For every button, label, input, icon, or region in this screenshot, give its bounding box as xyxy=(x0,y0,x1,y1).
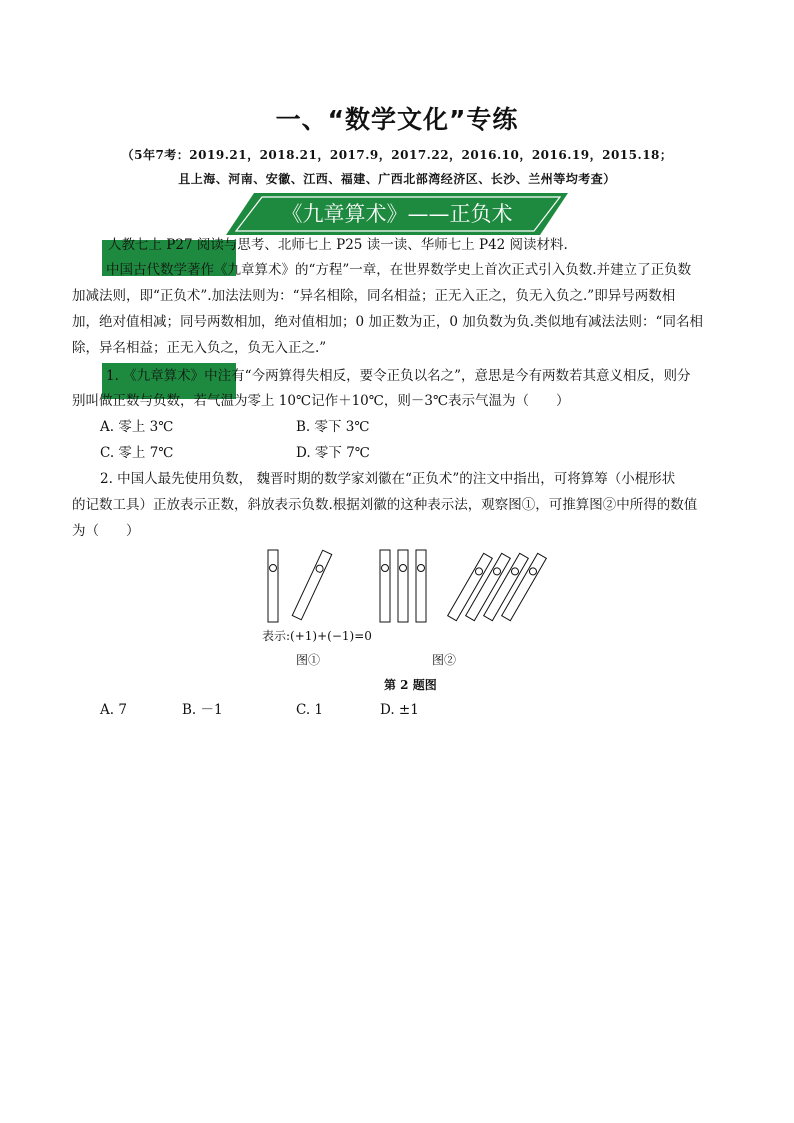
upright-rod xyxy=(268,550,278,622)
question1-line: 别叫做正数与负数，若气温为零上 10℃记作＋10℃，则－3℃表示气温为（ ） xyxy=(72,393,570,409)
upright-rod xyxy=(416,550,426,622)
q2-option-b: B. －1 xyxy=(182,702,223,718)
q1-option-b: B. 零下 3℃ xyxy=(296,419,370,435)
intro-line: 加减法则，即“正负术”.加法法则为：“异名相除，同名相益；正无入正之，负无入负之.”即异号两数相 xyxy=(72,288,676,304)
figure2-label: 图② xyxy=(432,653,457,667)
intro-line: 中国古代数学著作《九章算术》的“方程”一章，在世界数学史上首次正式引入负数.并建立了正负数 xyxy=(106,262,692,278)
q1-option-d: D. 零下 7℃ xyxy=(296,445,370,461)
slanted-rod xyxy=(292,550,331,619)
page-title: 一、“数学文化”专练 xyxy=(275,105,519,134)
q2-option-c: C. 1 xyxy=(296,702,324,718)
exam-regions-line: 且上海、河南、安徽、江西、福建、广西北部湾经济区、长沙、兰州等均考查） xyxy=(178,172,616,186)
q2-option-a: A. 7 xyxy=(100,702,127,718)
q1-option-c: C. 零上 7℃ xyxy=(100,445,174,461)
slanted-rods-group xyxy=(440,545,560,630)
question2-line: 为（ ） xyxy=(72,523,140,539)
q1-option-a: A. 零上 3℃ xyxy=(100,419,174,435)
exam-stats-line: （5年7考：2019.21，2018.21，2017.9，2017.22，2016.10，2016.19，2015.18； xyxy=(121,148,673,162)
question2-line: 2. 中国人最先使用负数， 魏晋时期的数学家刘徽在“正负术”的注文中指出，可将算筹（小棍形状 xyxy=(100,471,676,487)
source-line: 人教七上 P27 阅读与思考、北师七上 P25 读一读、华师七上 P42 阅读材料. xyxy=(108,237,568,253)
q2-option-d: D. ±1 xyxy=(380,702,419,718)
intro-line: 加，绝对值相减；同号两数相加，绝对值相加；0 加正数为正，0 加负数为负.类似地有减法法则：“同名相 xyxy=(72,314,703,330)
intro-line: 除，异名相益；正无入负之，负无入正之.” xyxy=(72,340,327,356)
section-title: 《九章算术》——正负术 xyxy=(281,202,513,226)
upright-rod xyxy=(398,550,408,622)
upright-rod xyxy=(380,550,390,622)
question2-line: 的记数工具）正放表示正数，斜放表示负数.根据刘徽的这种表示法，观察图①，可推算图②中所得的数值 xyxy=(72,497,698,513)
question1-line: 1. 《九章算术》中注有“今两算得失相反，要令正负以名之”，意思是今有两数若其意义相反，则分 xyxy=(106,368,691,384)
figure1-label: 图① xyxy=(296,653,321,667)
figure1-note: 表示:(+1)+(−1)=0 xyxy=(262,629,372,643)
figure-caption: 第 2 题图 xyxy=(384,678,437,692)
